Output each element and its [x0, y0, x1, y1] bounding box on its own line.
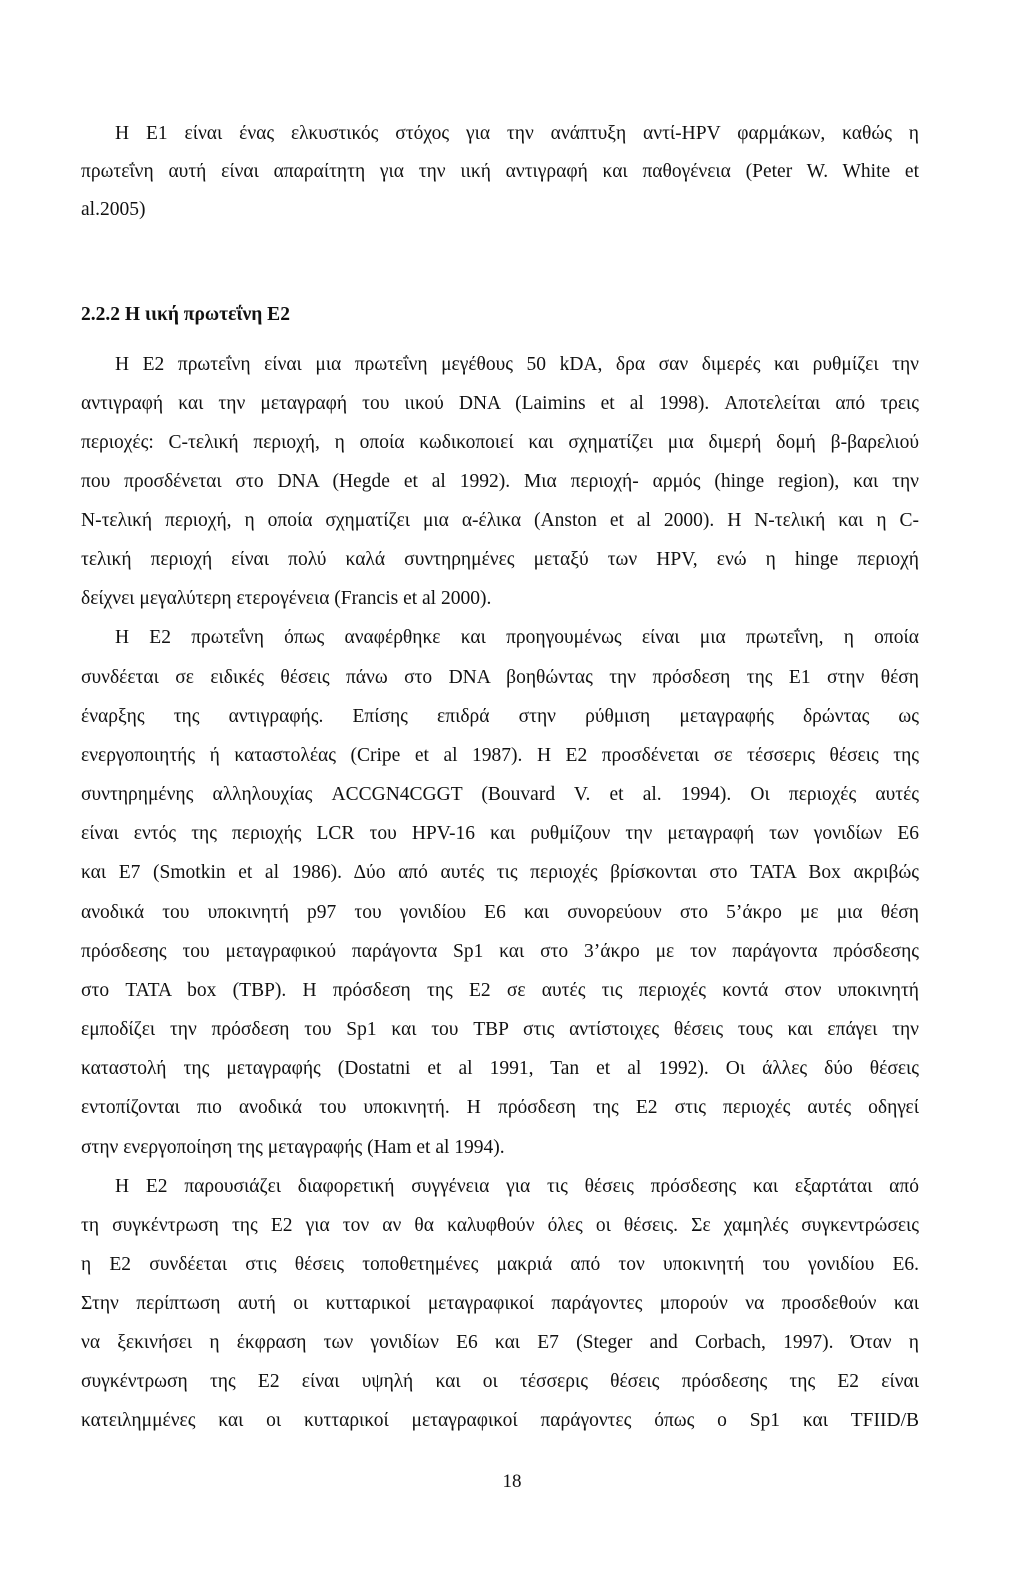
- paragraph-2-line-2: αντιγραφή και την μεταγραφή του ιικού DNA (Laimins et al 1998). Αποτελείται από τρεις: [81, 393, 919, 414]
- paragraph-3-line-12: καταστολή της μεταγραφής (Dostatni et al 1991, Tan et al 1992). Οι άλλες δύο θέσεις: [81, 1058, 919, 1079]
- paragraph-2-line-4: που προσδένεται στο DNA (Hegde et al 1992). Μια περιοχή- αρμός (hinge region), και την: [81, 471, 919, 492]
- paragraph-3-line-7: και Ε7 (Smotkin et al 1986). Δύο από αυτές τις περιοχές βρίσκονται στο TATA Box ακριβώς: [81, 862, 919, 883]
- paragraph-4-line-3: η Ε2 συνδέεται στις θέσεις τοποθετημένες μακριά από τον υποκινητή του γονιδίου Ε6.: [81, 1254, 919, 1275]
- paragraph-3-line-6: είναι εντός της περιοχής LCR του HPV-16 και ρυθμίζουν την μεταγραφή των γονιδίων Ε6: [81, 823, 919, 844]
- paragraph-1-line-2: πρωτεΐνη αυτή είναι απαραίτητη για την ιική αντιγραφή και παθογένεια (Peter W. White et: [81, 161, 919, 182]
- paragraph-4-line-1: Η Ε2 παρουσιάζει διαφορετική συγγένεια για τις θέσεις πρόσδεσης και εξαρτάται από: [115, 1176, 919, 1197]
- paragraph-3-line-2: συνδέεται σε ειδικές θέσεις πάνω στο DNA βοηθώντας την πρόσδεση της Ε1 στην θέση: [81, 667, 919, 688]
- paragraph-4-line-5: να ξεκινήσει η έκφραση των γονιδίων Ε6 και Ε7 (Steger and Corbach, 1997). Όταν η: [81, 1332, 919, 1353]
- paragraph-2-line-5: Ν-τελική περιοχή, η οποία σχηματίζει μια α-έλικα (Anston et al 2000). Η Ν-τελική και η C-: [81, 510, 919, 531]
- paragraph-4-line-7: κατειλημμένες και οι κυτταρικοί μεταγραφικοί παράγοντες όπως ο Sp1 και TFIID/B: [81, 1410, 919, 1431]
- paragraph-3-line-3: έναρξης της αντιγραφής. Επίσης επιδρά στην ρύθμιση μεταγραφής δρώντας ως: [81, 706, 919, 727]
- paragraph-2-line-6: τελική περιοχή είναι πολύ καλά συντηρημένες μεταξύ των HPV, ενώ η hinge περιοχή: [81, 549, 919, 570]
- paragraph-3-line-14: στην ενεργοποίηση της μεταγραφής (Ham et al 1994).: [81, 1137, 505, 1158]
- paragraph-4-line-6: συγκέντρωση της Ε2 είναι υψηλή και οι τέσσερις θέσεις πρόσδεσης της Ε2 είναι: [81, 1371, 919, 1392]
- paragraph-1-line-3: al.2005): [81, 199, 146, 220]
- paragraph-2-line-1: Η Ε2 πρωτεΐνη είναι μια πρωτεΐνη μεγέθους 50 kDA, δρα σαν διμερές και ρυθμίζει την: [115, 354, 919, 375]
- paragraph-2-line-7: δείχνει μεγαλύτερη ετερογένεια (Francis et al 2000).: [81, 588, 492, 609]
- paragraph-3-line-9: πρόσδεσης του μεταγραφικού παράγοντα Sp1 και στο 3’άκρο με τον παράγοντα πρόσδεσης: [81, 941, 919, 962]
- paragraph-4-line-4: Στην περίπτωση αυτή οι κυτταρικοί μεταγραφικοί παράγοντες μπορούν να προσδεθούν και: [81, 1293, 919, 1314]
- paragraph-3-line-4: ενεργοποιητής ή καταστολέας (Cripe et al 1987). Η Ε2 προσδένεται σε τέσσερις θέσεις της: [81, 745, 919, 766]
- paragraph-4-line-2: τη συγκέντρωση της Ε2 για τον αν θα καλυφθούν όλες οι θέσεις. Σε χαμηλές συγκεντρώσεις: [81, 1215, 919, 1236]
- paragraph-3-line-11: εμποδίζει την πρόσδεση του Sp1 και του TBP στις αντίστοιχες θέσεις τους και επάγει την: [81, 1019, 919, 1040]
- paragraph-3-line-13: εντοπίζονται πιο ανοδικά του υποκινητή. Η πρόσδεση της Ε2 στις περιοχές αυτές οδηγεί: [81, 1097, 919, 1118]
- paragraph-2-line-3: περιοχές: C-τελική περιοχή, η οποία κωδικοποιεί και σχηματίζει μια διμερή δομή β-βαρελιού: [81, 432, 919, 453]
- paragraph-3-line-10: στο TATA box (TBP). Η πρόσδεση της Ε2 σε αυτές τις περιοχές κοντά στον υποκινητή: [81, 980, 919, 1001]
- paragraph-1-line-1: Η Ε1 είναι ένας ελκυστικός στόχος για την ανάπτυξη αντί-HPV φαρμάκων, καθώς η: [115, 123, 919, 144]
- paragraph-3-line-1: Η Ε2 πρωτεΐνη όπως αναφέρθηκε και προηγουμένως είναι μια πρωτεΐνη, η οποία: [115, 627, 919, 648]
- page-number: 18: [502, 1471, 522, 1492]
- section-heading: 2.2.2 Η ιική πρωτεΐνη Ε2: [81, 304, 290, 325]
- paragraph-3-line-5: συντηρημένης αλληλουχίας ACCGN4CGGT (Bouvard V. et al. 1994). Οι περιοχές αυτές: [81, 784, 919, 805]
- paragraph-3-line-8: ανοδικά του υποκινητή p97 του γονιδίου Ε6 και συνορεύουν στο 5’άκρο με μια θέση: [81, 902, 919, 923]
